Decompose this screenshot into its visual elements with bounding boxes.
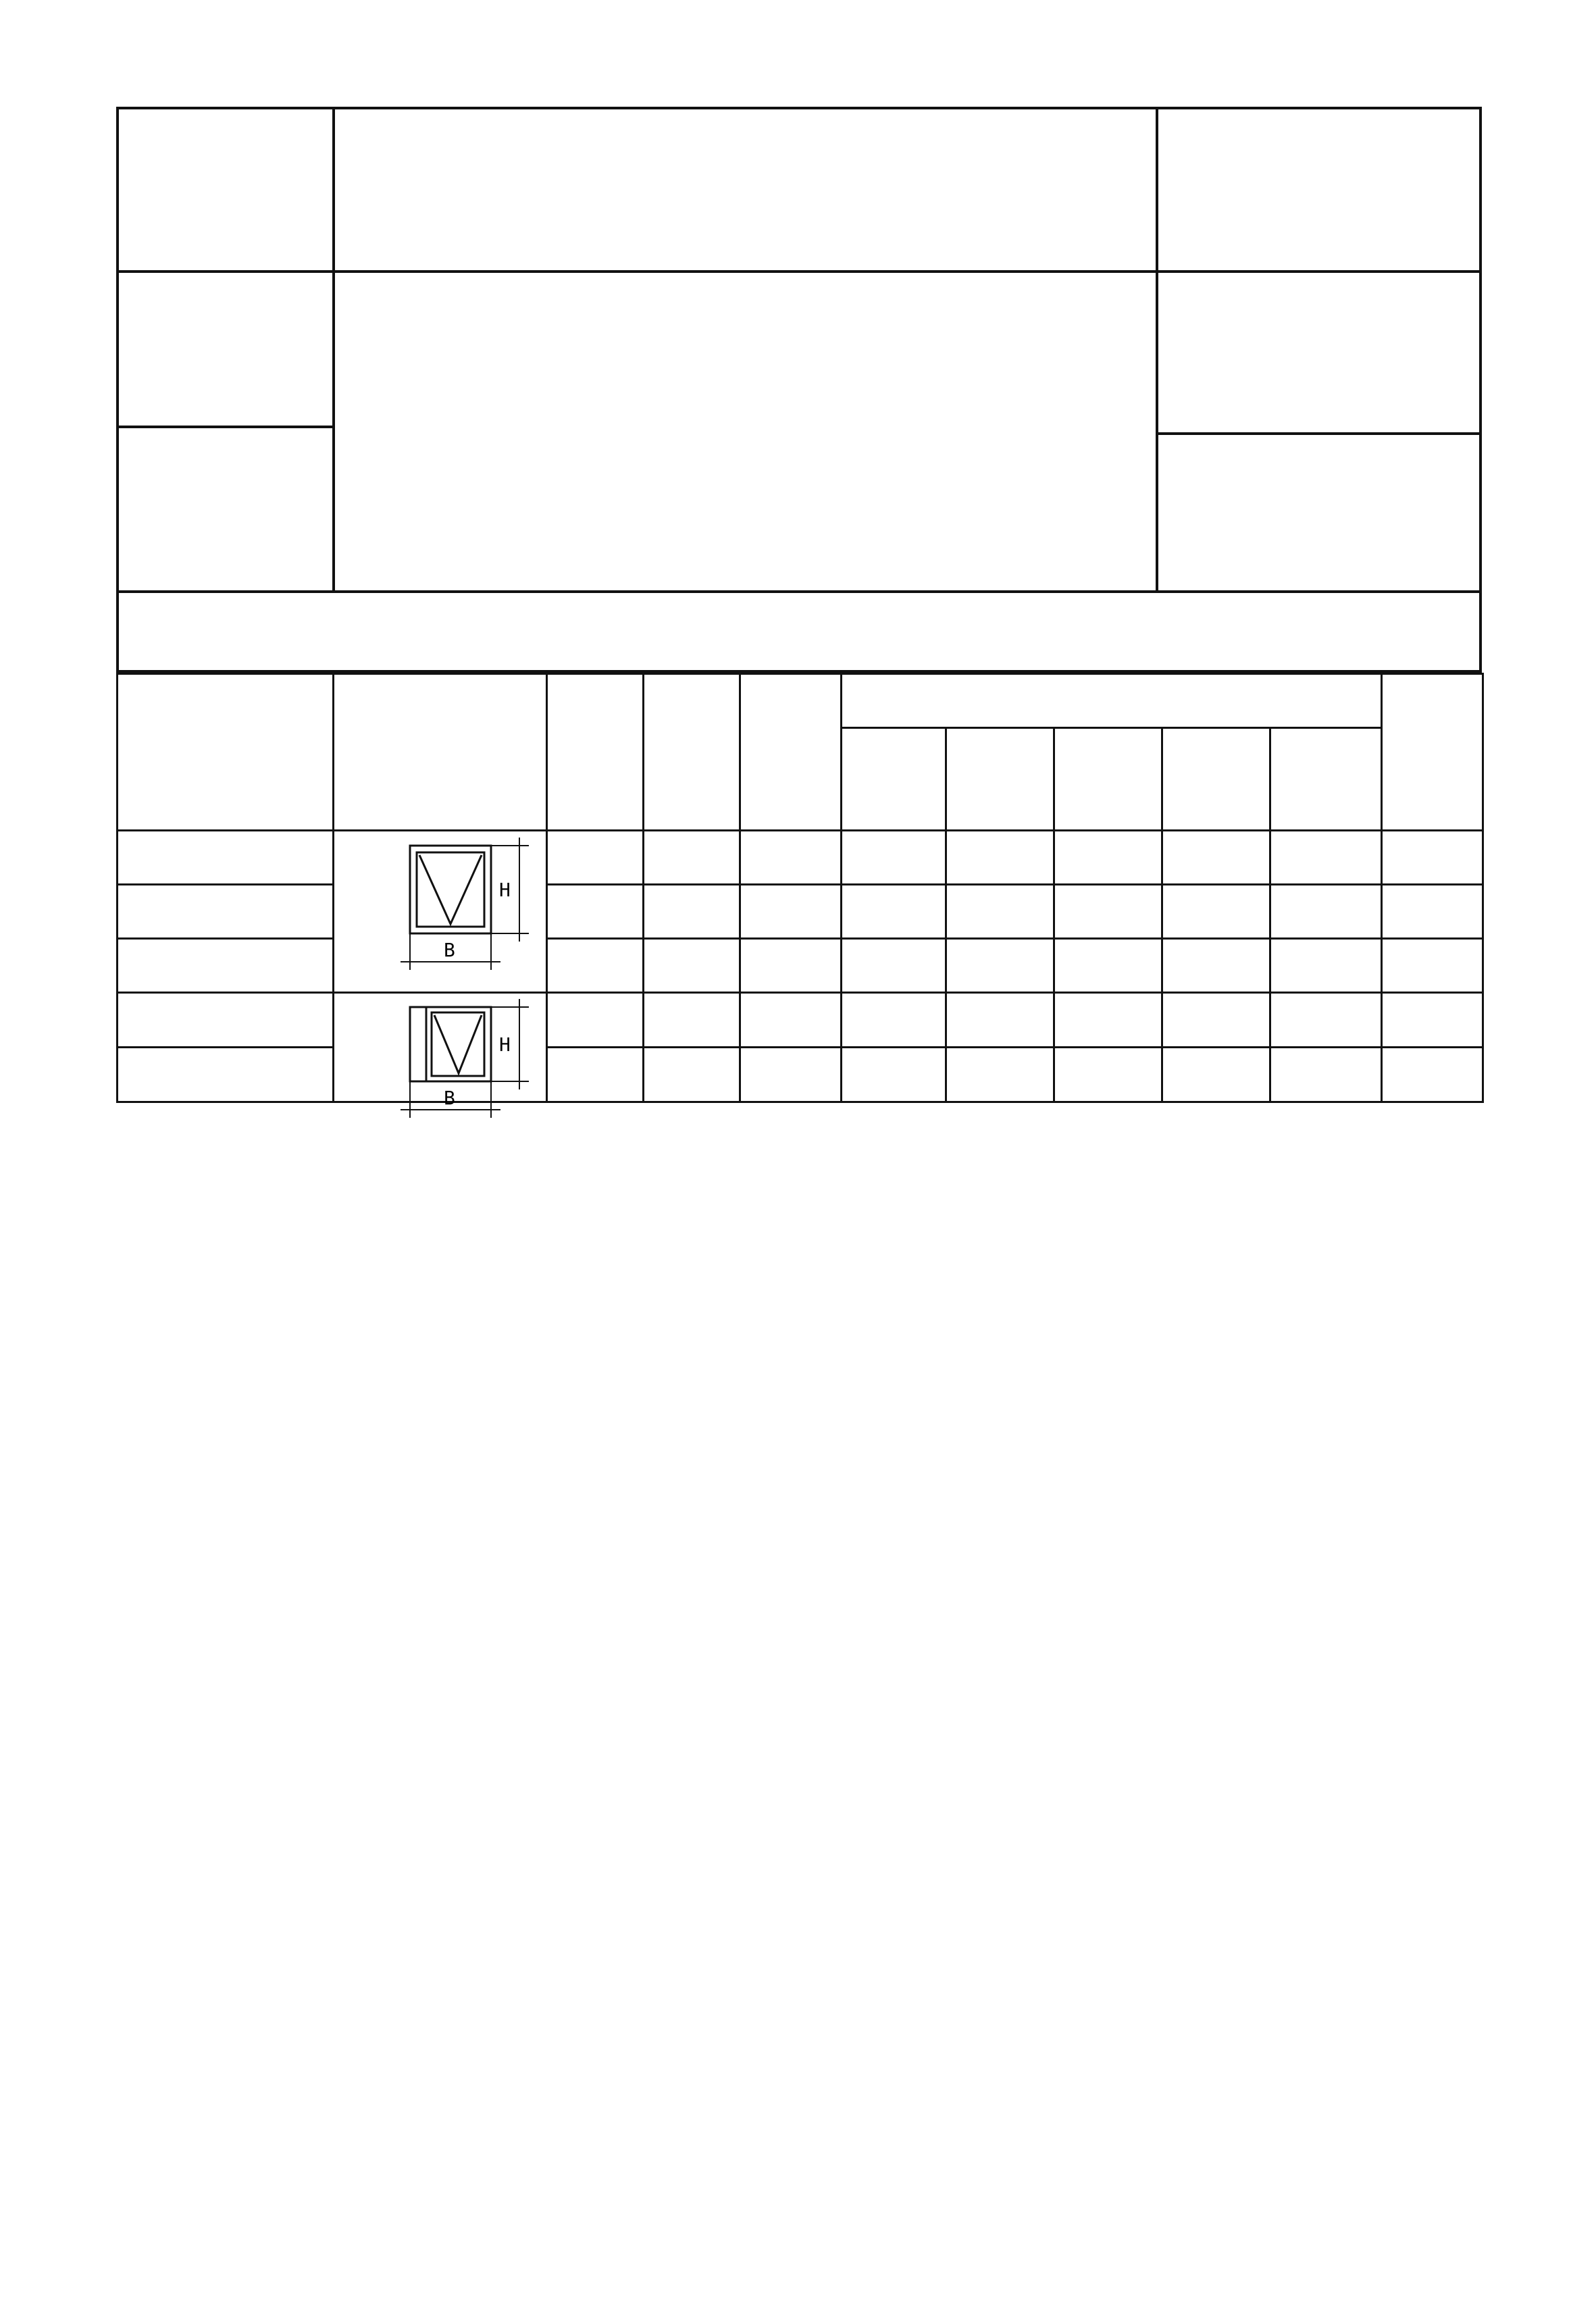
cell-glass-pack <box>1270 1048 1382 1102</box>
cell-height <box>547 831 644 885</box>
header-glass-pack <box>1270 728 1382 831</box>
cell-steel <box>842 885 946 939</box>
cell-area <box>740 1048 842 1102</box>
cell-mark <box>118 885 334 939</box>
table-row <box>118 939 1483 993</box>
cell-width <box>644 939 740 993</box>
window-sketch-drawing <box>336 994 545 1109</box>
cell-glass-pack <box>1270 993 1382 1048</box>
cell-area <box>740 939 842 993</box>
table-row <box>118 831 1483 885</box>
cell-mass <box>1382 831 1483 885</box>
cell-steel <box>842 993 946 1048</box>
cell-steel <box>842 831 946 885</box>
cell-glass-pack <box>1270 885 1382 939</box>
window-sketch <box>334 993 547 1109</box>
cell-mark <box>118 831 334 885</box>
sketch-b-label: В <box>443 938 455 961</box>
cell-glass <box>1162 831 1270 885</box>
table-row <box>118 1048 1483 1102</box>
cell-glass <box>1162 885 1270 939</box>
cell-mark <box>118 993 334 1048</box>
header-steel <box>842 728 946 831</box>
cell-mass <box>1382 993 1483 1048</box>
header-mass <box>1382 674 1483 831</box>
table-body <box>118 831 1483 1109</box>
cell-glass-pack <box>1270 831 1382 885</box>
title-block <box>116 107 1482 593</box>
cell-glass <box>1162 939 1270 993</box>
cell-height <box>547 885 644 939</box>
cell-polyethylene <box>1054 885 1162 939</box>
cell-height <box>547 993 644 1048</box>
header-glass <box>1162 728 1270 831</box>
header-h <box>547 674 644 831</box>
nomenclature-section <box>116 593 1482 1109</box>
header-sketch <box>334 674 547 831</box>
header-b <box>644 674 740 831</box>
cell-rubber <box>946 939 1054 993</box>
nomenclature-table <box>116 673 1484 1109</box>
cell-polyethylene <box>1054 993 1162 1048</box>
header-rubber <box>946 728 1054 831</box>
cell-mass <box>1382 939 1483 993</box>
cell-rubber <box>946 885 1054 939</box>
cell-steel <box>842 939 946 993</box>
cell-polyethylene <box>1054 939 1162 993</box>
cell-width <box>644 885 740 939</box>
cell-glass <box>1162 993 1270 1048</box>
window-sketch-drawing <box>336 832 545 985</box>
sketch-b-label: В <box>443 1087 455 1109</box>
header-mark <box>118 674 334 831</box>
window-sketch <box>334 831 547 993</box>
cell-steel <box>842 1048 946 1102</box>
cell-mark <box>118 1048 334 1102</box>
header-area <box>740 674 842 831</box>
cell-area <box>740 993 842 1048</box>
table-title <box>116 593 1482 673</box>
table-row <box>118 885 1483 939</box>
sketch-h-label: Н <box>498 1033 511 1056</box>
cell-height <box>547 939 644 993</box>
cell-glass <box>1162 1048 1270 1102</box>
cell-width <box>644 831 740 885</box>
cell-rubber <box>946 1048 1054 1102</box>
cell-glass-pack <box>1270 939 1382 993</box>
cell-area <box>740 885 842 939</box>
cell-polyethylene <box>1054 1048 1162 1102</box>
cell-height <box>547 1048 644 1102</box>
cell-area <box>740 831 842 885</box>
header-materials <box>842 674 1382 728</box>
cell-mass <box>1382 885 1483 939</box>
header-polyethylene <box>1054 728 1162 831</box>
cell-width <box>644 993 740 1048</box>
sketch-h-label: Н <box>498 878 511 901</box>
cell-polyethylene <box>1054 831 1162 885</box>
cell-mark <box>118 939 334 993</box>
cell-rubber <box>946 831 1054 885</box>
cell-rubber <box>946 993 1054 1048</box>
cell-width <box>644 1048 740 1102</box>
cell-mass <box>1382 1048 1483 1102</box>
table-row <box>118 993 1483 1048</box>
